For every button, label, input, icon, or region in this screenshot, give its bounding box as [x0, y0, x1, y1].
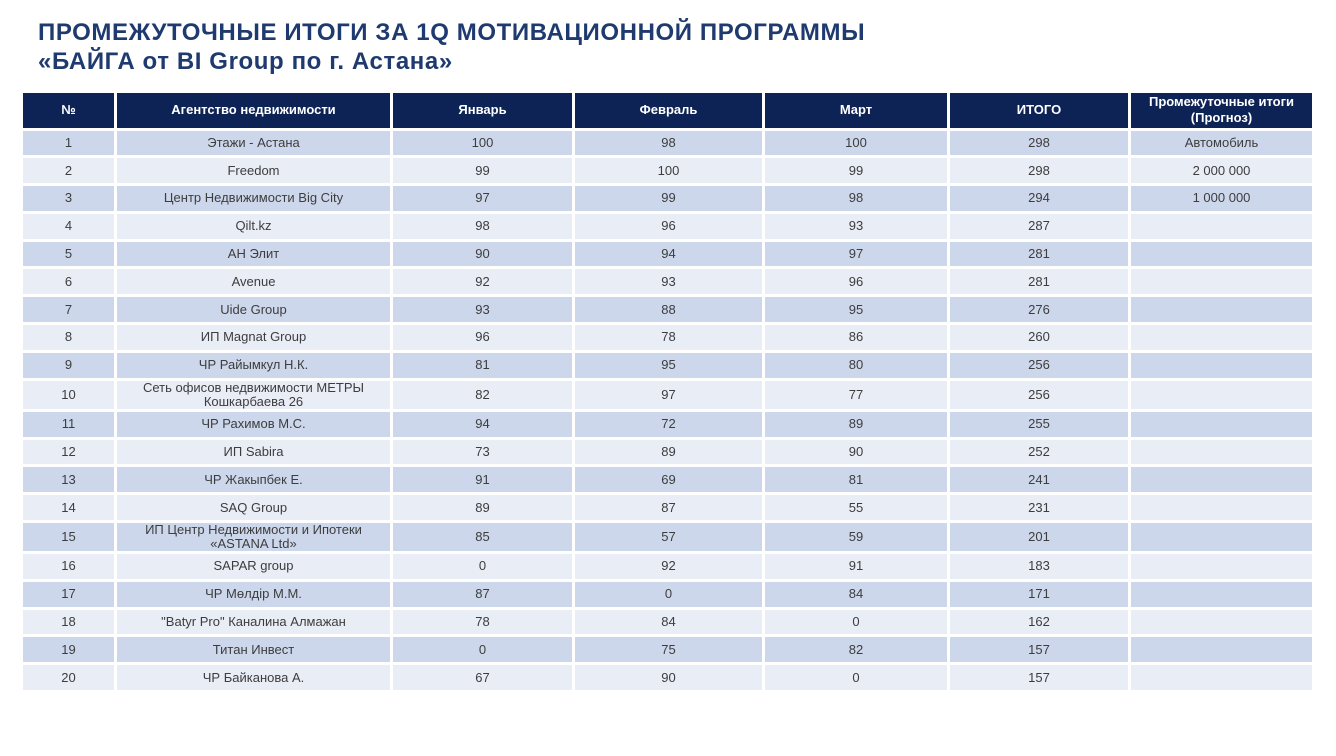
agency-name-cell: ИП Magnat Group [116, 324, 392, 352]
total-score-cell: 256 [949, 351, 1130, 379]
january-score-cell: 96 [392, 324, 574, 352]
agency-name-cell: Сеть офисов недвижимости МЕТРЫ Кошкарбаева 26 [116, 379, 392, 410]
january-score-cell: 82 [392, 379, 574, 410]
february-score-cell: 57 [574, 521, 764, 552]
total-score-cell: 171 [949, 580, 1130, 608]
february-score-cell: 95 [574, 351, 764, 379]
row-number-cell: 15 [22, 521, 116, 552]
row-number-cell: 20 [22, 664, 116, 692]
january-score-cell: 78 [392, 608, 574, 636]
february-score-cell: 92 [574, 552, 764, 580]
january-score-cell: 100 [392, 129, 574, 157]
february-score-cell: 89 [574, 438, 764, 466]
january-score-cell: 90 [392, 240, 574, 268]
january-score-cell: 81 [392, 351, 574, 379]
total-score-cell: 281 [949, 240, 1130, 268]
agency-name-cell: Qilt.kz [116, 212, 392, 240]
agency-name-cell: Avenue [116, 268, 392, 296]
march-score-cell: 81 [764, 466, 949, 494]
february-score-cell: 84 [574, 608, 764, 636]
table-row [22, 552, 1314, 580]
table-row [22, 324, 1314, 352]
march-score-cell: 91 [764, 552, 949, 580]
january-score-cell: 91 [392, 466, 574, 494]
row-number-cell: 19 [22, 636, 116, 664]
row-number-cell: 12 [22, 438, 116, 466]
column-header-total: ИТОГО [949, 92, 1130, 130]
table-row [22, 608, 1314, 636]
january-score-cell: 99 [392, 157, 574, 185]
column-header-number: № [22, 92, 116, 130]
january-score-cell: 67 [392, 664, 574, 692]
february-score-cell: 0 [574, 580, 764, 608]
january-score-cell: 0 [392, 636, 574, 664]
forecast-prize-cell [1130, 379, 1314, 410]
page-title [38, 18, 1298, 77]
forecast-prize-cell: Автомобиль [1130, 129, 1314, 157]
march-score-cell: 90 [764, 438, 949, 466]
row-number-cell: 4 [22, 212, 116, 240]
row-number-cell: 6 [22, 268, 116, 296]
forecast-prize-cell [1130, 212, 1314, 240]
table-row [22, 438, 1314, 466]
march-score-cell: 77 [764, 379, 949, 410]
january-score-cell: 97 [392, 185, 574, 213]
row-number-cell: 5 [22, 240, 116, 268]
table-row [22, 580, 1314, 608]
agency-name-cell: ЧР Мөлдір М.М. [116, 580, 392, 608]
total-score-cell: 157 [949, 636, 1130, 664]
march-score-cell: 59 [764, 521, 949, 552]
row-number-cell: 14 [22, 494, 116, 522]
table-row [22, 268, 1314, 296]
table-row [22, 379, 1314, 410]
table-row [22, 466, 1314, 494]
table-row [22, 664, 1314, 692]
january-score-cell: 94 [392, 410, 574, 438]
agency-name-cell: SAQ Group [116, 494, 392, 522]
row-number-cell: 11 [22, 410, 116, 438]
results-table [20, 90, 1315, 693]
february-score-cell: 90 [574, 664, 764, 692]
column-header-february: Февраль [574, 92, 764, 130]
row-number-cell: 7 [22, 296, 116, 324]
february-score-cell: 72 [574, 410, 764, 438]
march-score-cell: 82 [764, 636, 949, 664]
table-row [22, 410, 1314, 438]
column-header-agency: Агентство недвижимости [116, 92, 392, 130]
forecast-prize-cell: 1 000 000 [1130, 185, 1314, 213]
total-score-cell: 231 [949, 494, 1130, 522]
march-score-cell: 84 [764, 580, 949, 608]
february-score-cell: 96 [574, 212, 764, 240]
total-score-cell: 162 [949, 608, 1130, 636]
february-score-cell: 94 [574, 240, 764, 268]
february-score-cell: 78 [574, 324, 764, 352]
agency-name-cell: ЧР Райымкул Н.К. [116, 351, 392, 379]
agency-name-cell: SAPAR group [116, 552, 392, 580]
february-score-cell: 88 [574, 296, 764, 324]
january-score-cell: 98 [392, 212, 574, 240]
march-score-cell: 55 [764, 494, 949, 522]
total-score-cell: 276 [949, 296, 1130, 324]
january-score-cell: 87 [392, 580, 574, 608]
total-score-cell: 298 [949, 157, 1130, 185]
total-score-cell: 287 [949, 212, 1130, 240]
agency-name-cell: Freedom [116, 157, 392, 185]
forecast-prize-cell: 2 000 000 [1130, 157, 1314, 185]
february-score-cell: 100 [574, 157, 764, 185]
agency-name-cell: ИП Центр Недвижимости и Ипотеки «ASTANA Ltd» [116, 521, 392, 552]
january-score-cell: 85 [392, 521, 574, 552]
table-header [22, 92, 1314, 130]
forecast-prize-cell [1130, 410, 1314, 438]
january-score-cell: 0 [392, 552, 574, 580]
row-number-cell: 9 [22, 351, 116, 379]
march-score-cell: 99 [764, 157, 949, 185]
forecast-prize-cell [1130, 268, 1314, 296]
march-score-cell: 97 [764, 240, 949, 268]
column-header-march: Март [764, 92, 949, 130]
total-score-cell: 183 [949, 552, 1130, 580]
january-score-cell: 92 [392, 268, 574, 296]
march-score-cell: 96 [764, 268, 949, 296]
march-score-cell: 0 [764, 664, 949, 692]
agency-name-cell: Титан Инвест [116, 636, 392, 664]
table-body [22, 129, 1314, 691]
row-number-cell: 16 [22, 552, 116, 580]
march-score-cell: 86 [764, 324, 949, 352]
table-row [22, 296, 1314, 324]
agency-name-cell: ЧР Жакыпбек Е. [116, 466, 392, 494]
total-score-cell: 255 [949, 410, 1130, 438]
february-score-cell: 98 [574, 129, 764, 157]
forecast-prize-cell [1130, 324, 1314, 352]
row-number-cell: 13 [22, 466, 116, 494]
total-score-cell: 281 [949, 268, 1130, 296]
table-row [22, 185, 1314, 213]
agency-name-cell: Uide Group [116, 296, 392, 324]
row-number-cell: 2 [22, 157, 116, 185]
total-score-cell: 241 [949, 466, 1130, 494]
march-score-cell: 100 [764, 129, 949, 157]
forecast-prize-cell [1130, 580, 1314, 608]
forecast-prize-cell [1130, 494, 1314, 522]
forecast-prize-cell [1130, 608, 1314, 636]
agency-name-cell: Этажи - Астана [116, 129, 392, 157]
column-header-january: Январь [392, 92, 574, 130]
february-score-cell: 93 [574, 268, 764, 296]
row-number-cell: 17 [22, 580, 116, 608]
agency-name-cell: "Batyr Pro" Каналина Алмажан [116, 608, 392, 636]
table-row [22, 240, 1314, 268]
row-number-cell: 3 [22, 185, 116, 213]
table-row [22, 212, 1314, 240]
forecast-prize-cell [1130, 351, 1314, 379]
february-score-cell: 97 [574, 379, 764, 410]
forecast-prize-cell [1130, 296, 1314, 324]
march-score-cell: 93 [764, 212, 949, 240]
agency-name-cell: ИП Sabira [116, 438, 392, 466]
march-score-cell: 80 [764, 351, 949, 379]
january-score-cell: 93 [392, 296, 574, 324]
agency-name-cell: АН Элит [116, 240, 392, 268]
agency-name-cell: ЧР Байканова А. [116, 664, 392, 692]
agency-name-cell: Центр Недвижимости Big City [116, 185, 392, 213]
march-score-cell: 89 [764, 410, 949, 438]
total-score-cell: 201 [949, 521, 1130, 552]
row-number-cell: 18 [22, 608, 116, 636]
page-title-line-1: ПРОМЕЖУТОЧНЫЕ ИТОГИ ЗА 1Q МОТИВАЦИОННОЙ ПРОГРАММЫ [38, 19, 866, 46]
january-score-cell: 89 [392, 494, 574, 522]
table-header-row [22, 92, 1314, 130]
total-score-cell: 157 [949, 664, 1130, 692]
march-score-cell: 95 [764, 296, 949, 324]
row-number-cell: 8 [22, 324, 116, 352]
january-score-cell: 73 [392, 438, 574, 466]
february-score-cell: 69 [574, 466, 764, 494]
table-row [22, 494, 1314, 522]
february-score-cell: 99 [574, 185, 764, 213]
page-title-line-2: «БАЙГА от BI Group по г. Астана» [38, 48, 453, 76]
table-row [22, 157, 1314, 185]
forecast-prize-cell [1130, 466, 1314, 494]
row-number-cell: 10 [22, 379, 116, 410]
forecast-prize-cell [1130, 552, 1314, 580]
march-score-cell: 0 [764, 608, 949, 636]
table-row [22, 636, 1314, 664]
february-score-cell: 87 [574, 494, 764, 522]
forecast-prize-cell [1130, 636, 1314, 664]
forecast-prize-cell [1130, 240, 1314, 268]
agency-name-cell: ЧР Рахимов М.С. [116, 410, 392, 438]
table-row [22, 129, 1314, 157]
total-score-cell: 260 [949, 324, 1130, 352]
forecast-prize-cell [1130, 521, 1314, 552]
march-score-cell: 98 [764, 185, 949, 213]
row-number-cell: 1 [22, 129, 116, 157]
total-score-cell: 252 [949, 438, 1130, 466]
table-row [22, 521, 1314, 552]
february-score-cell: 75 [574, 636, 764, 664]
total-score-cell: 294 [949, 185, 1130, 213]
total-score-cell: 298 [949, 129, 1130, 157]
total-score-cell: 256 [949, 379, 1130, 410]
forecast-prize-cell [1130, 664, 1314, 692]
forecast-prize-cell [1130, 438, 1314, 466]
table-row [22, 351, 1314, 379]
column-header-forecast: Промежуточные итоги (Прогноз) [1130, 92, 1314, 130]
